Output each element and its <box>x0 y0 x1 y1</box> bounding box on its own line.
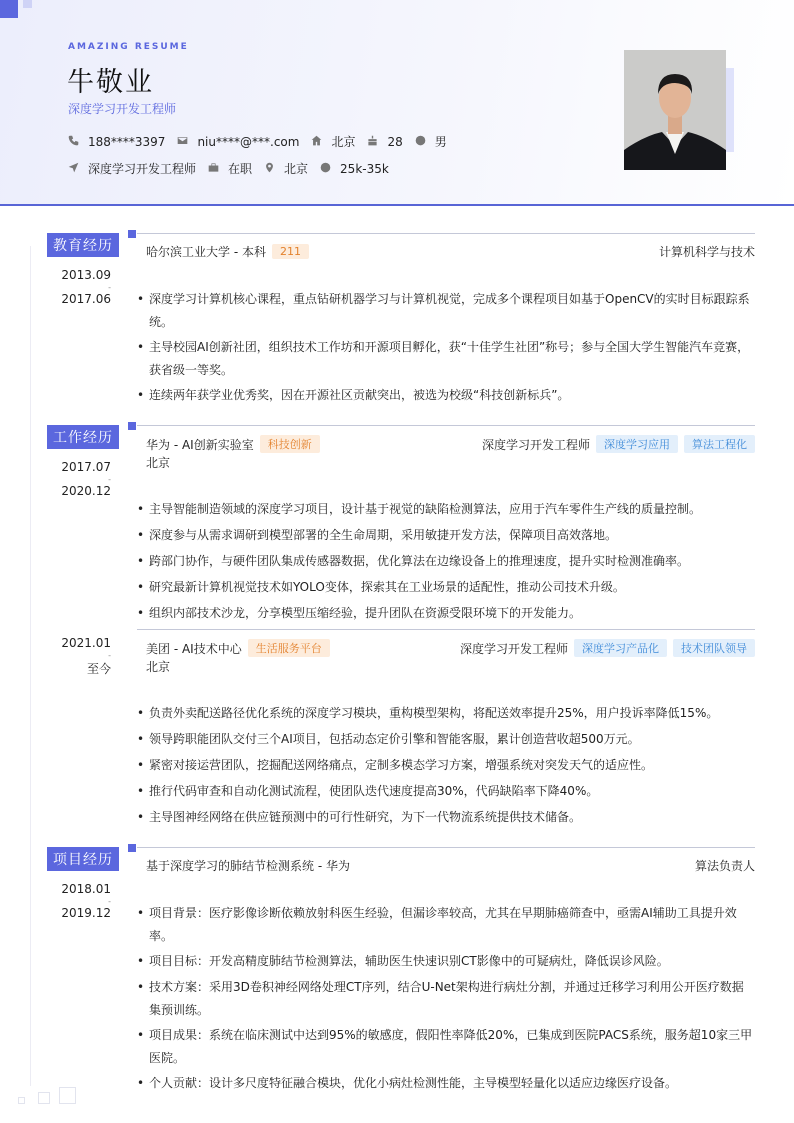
list-item: • 推行代码审查和自动化测试流程，使团队迭代速度提高30%，代码缺陷率下降40%。 <box>137 780 755 803</box>
phone-icon <box>68 135 88 149</box>
list-item: • 深度学习计算机核心课程，重点钻研机器学习与计算机视觉，完成多个课程项目如基于OpenCV的实时目标跟踪系统。 <box>137 288 755 334</box>
decor-square <box>23 0 32 8</box>
list-item: • 研究最新计算机视觉技术如YOLO变体，探索其在工业场景的适配性，推动公司技术升级。 <box>137 576 755 599</box>
edu-major: 计算机科学与技术 <box>658 245 755 259</box>
project-end-date: 2019.12 <box>61 906 111 920</box>
list-item: • 项目目标：开发高精度肺结节检测算法，辅助医生快速识别CT影像中的可疑病灶，降低误诊风险。 <box>137 950 755 973</box>
list-item: • 项目背景：医疗影像诊断依赖放射科医生经验，但漏诊率较高，尤其在早期肺癌筛查中，亟需AI辅助工具提升效率。 <box>137 902 755 948</box>
edu-end-date: 2017.06 <box>61 292 111 306</box>
job-intent-row <box>68 160 401 177</box>
avatar <box>624 50 726 170</box>
job-title: 深度学习开发工程师 <box>68 102 177 116</box>
list-item: • 主导图神经网络在供应链预测中的可行性研究，为下一代物流系统提供技术储备。 <box>137 806 755 829</box>
cake-icon <box>367 135 387 149</box>
work-city: 北京 <box>146 456 171 470</box>
role-title: 深度学习开发工程师 <box>481 437 590 452</box>
date-dash: - <box>108 897 111 906</box>
role-tag: 深度学习应用 <box>596 435 678 453</box>
work-end-date: 2020.12 <box>61 484 111 498</box>
contact-email: niu****@***.com <box>177 135 299 149</box>
section-label-projects: 项目经历 <box>47 847 119 871</box>
work-company-heading <box>146 435 320 453</box>
work-start-date: 2017.07 <box>61 460 111 474</box>
date-dash: - <box>108 283 111 292</box>
role-tag: 深度学习产品化 <box>574 639 667 657</box>
date-dash: - <box>108 475 111 484</box>
company-name: 华为 - AI创新实验室 <box>146 437 254 452</box>
list-item: • 组织内部技术沙龙，分享模型压缩经验，提升团队在资源受限环境下的开发能力。 <box>137 602 755 625</box>
company-badge: 生活服务平台 <box>248 639 330 657</box>
section-marker <box>128 422 136 430</box>
edu-start-date: 2013.09 <box>61 268 111 282</box>
role-tag: 技术团队领导 <box>673 639 755 657</box>
date-dash: - <box>108 651 111 660</box>
entry-divider <box>137 629 755 630</box>
person-name: 牛敬业 <box>67 67 154 98</box>
work-role <box>482 435 755 453</box>
project-name: 基于深度学习的肺结节检测系统 - 华为 <box>146 859 350 873</box>
school-name: 哈尔滨工业大学 - 本科 <box>146 245 266 259</box>
list-item: • 连续两年获学业优秀奖，因在开源社区贡献突出，被选为校级“科技创新标兵”。 <box>137 384 755 407</box>
school-badge: 211 <box>272 244 309 259</box>
briefcase-icon <box>208 162 228 176</box>
location-pin-icon <box>264 162 284 176</box>
intent-status: 在职 <box>208 160 252 177</box>
list-item: • 个人贡献：设计多尺度特征融合模块，优化小病灶检测性能，主导模型轻量化以适应边缘医疗设备。 <box>137 1072 755 1095</box>
company-badge: 科技创新 <box>260 435 320 453</box>
section-marker <box>128 844 136 852</box>
tagline: AMAZING RESUME <box>68 42 189 52</box>
decor-square <box>18 1097 25 1104</box>
work-end-date: 至今 <box>86 662 111 676</box>
list-item: • 主导校园AI创新社团，组织技术工作坊和开源项目孵化，获“十佳学生社团”称号；参与全国大学生智能汽车竞赛，获省级一等奖。 <box>137 336 755 382</box>
contact-city: 北京 <box>311 133 355 150</box>
work-start-date: 2021.01 <box>61 636 111 650</box>
gender-icon <box>415 135 435 149</box>
decor-square <box>0 0 18 18</box>
list-item: • 负责外卖配送路径优化系统的深度学习模块，重构模型架构，将配送效率提升25%，用户投诉率降低15%。 <box>137 702 755 725</box>
section-marker <box>128 230 136 238</box>
decor-square <box>38 1092 50 1104</box>
company-name: 美团 - AI技术中心 <box>146 641 242 656</box>
list-item: • 领导跨职能团队交付三个AI项目，包括动态定价引擎和智能客服，累计创造营收超500万元。 <box>137 728 755 751</box>
role-title: 深度学习开发工程师 <box>459 641 568 656</box>
work-company-heading <box>146 639 330 657</box>
section-label-work: 工作经历 <box>47 425 119 449</box>
contact-age: 28 <box>367 135 402 149</box>
contact-row <box>68 133 459 150</box>
timeline-rule <box>30 246 31 1086</box>
intent-salary: 25k-35k <box>320 162 389 176</box>
project-start-date: 2018.01 <box>61 882 111 896</box>
list-item: • 项目成果：系统在临床测试中达到95%的敏感度，假阳性率降低20%，已集成到医院PACS系统，服务超10家三甲医院。 <box>137 1024 755 1070</box>
contact-gender: 男 <box>415 133 447 150</box>
section-label-education: 教育经历 <box>47 233 119 257</box>
list-item: • 技术方案：采用3D卷积神经网络处理CT序列，结合U-Net架构进行病灶分割，并通过迁移学习利用公开医疗数据集预训练。 <box>137 976 755 1022</box>
send-icon <box>68 162 88 176</box>
decor-square <box>59 1087 76 1104</box>
mail-icon <box>177 135 197 149</box>
work-city: 北京 <box>146 660 171 674</box>
list-item: • 主导智能制造领域的深度学习项目，设计基于视觉的缺陷检测算法，应用于汽车零件生产线的质量控制。 <box>137 498 755 521</box>
project-role: 算法负责人 <box>694 859 755 873</box>
money-icon <box>320 162 340 176</box>
resume-header <box>0 0 794 206</box>
intent-position: 深度学习开发工程师 <box>68 160 196 177</box>
project-heading <box>146 857 350 874</box>
contact-phone: 188****3397 <box>68 135 165 149</box>
intent-city: 北京 <box>264 160 308 177</box>
list-item: • 深度参与从需求调研到模型部署的全生命周期，采用敏捷开发方法，保障项目高效落地。 <box>137 524 755 547</box>
role-tag: 算法工程化 <box>684 435 755 453</box>
section-divider <box>137 425 755 426</box>
list-item: • 跨部门协作，与硬件团队集成传感器数据，优化算法在边缘设备上的推理速度，提升实时检测准确率。 <box>137 550 755 573</box>
section-divider <box>137 847 755 848</box>
edu-school-heading <box>146 243 309 260</box>
work-role <box>460 639 755 657</box>
home-icon <box>311 135 331 149</box>
section-divider <box>137 233 755 234</box>
list-item: • 紧密对接运营团队，挖掘配送网络痛点，定制多模态学习方案，增强系统对突发天气的适应性。 <box>137 754 755 777</box>
